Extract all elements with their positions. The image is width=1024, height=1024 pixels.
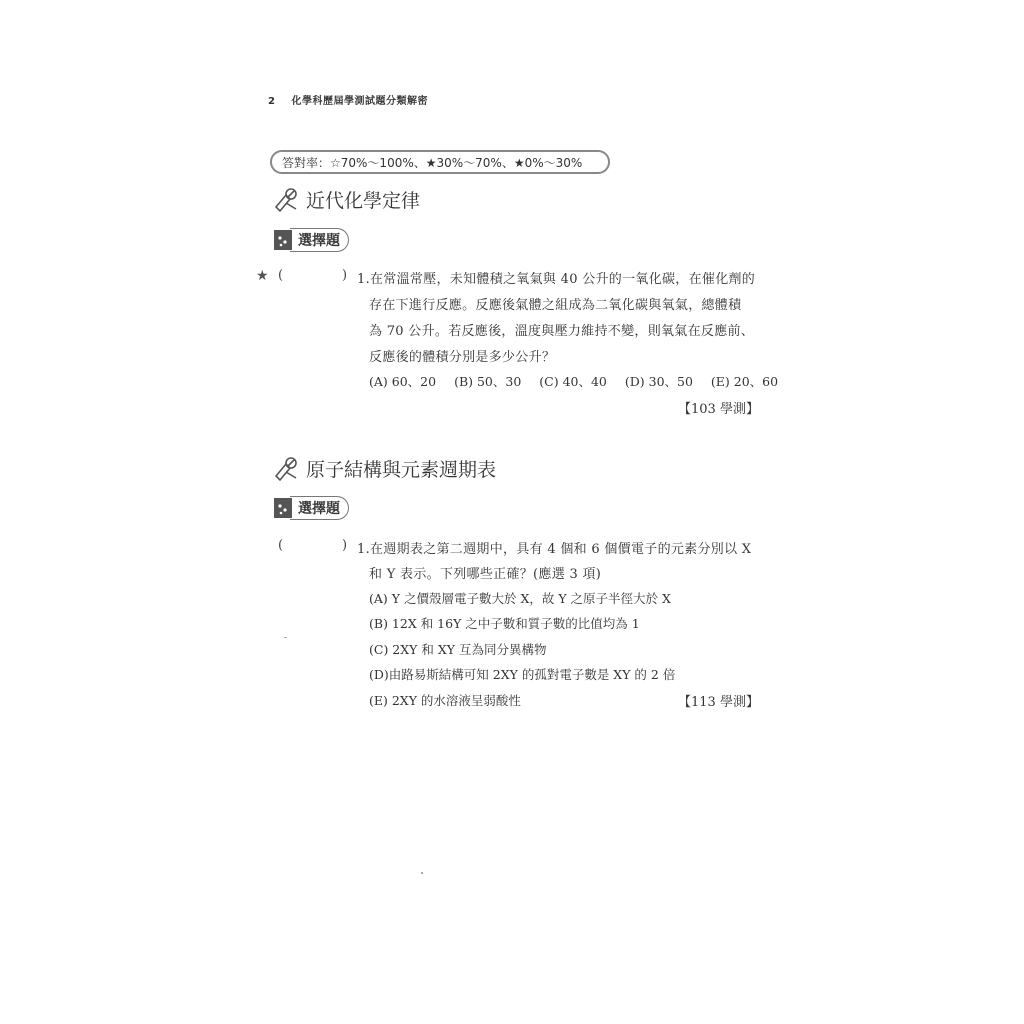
scan-speck — [421, 872, 423, 874]
option-e: (E) 2XY 的水溶液呈弱酸性 — [369, 693, 521, 708]
question-type-label: 選擇題 — [290, 228, 349, 252]
wrench-icon — [272, 187, 302, 213]
option-c: (C) 40、40 — [539, 374, 607, 389]
question-type-tag-2 — [272, 496, 349, 520]
accuracy-legend — [270, 150, 610, 174]
options-row — [369, 372, 792, 390]
option-d: (D) 30、50 — [624, 374, 693, 389]
exam-source-tag: 【113 學測】 — [678, 695, 759, 710]
question-line: 存在下進行反應。反應後氣體之組成為二氧化碳與氧氣，總體積 — [369, 298, 742, 313]
difficulty-star-icon: ★ — [256, 268, 269, 284]
option-d: (D)由路易斯結構可知 2XY 的孤對電子數是 XY 的 2 倍 — [369, 667, 676, 682]
question-line: 1.在週期表之第二週期中，具有 4 個和 6 個價電子的元素分別以 X — [357, 542, 752, 557]
option-c: (C) 2XY 和 XY 互為同分異構物 — [369, 642, 547, 657]
question-line: 和 Y 表示。下列哪些正確？(應選 3 項) — [369, 567, 602, 582]
scan-speck — [284, 637, 287, 638]
answer-paren-open: ( — [278, 268, 284, 283]
accuracy-legend-text: 答對率：☆70%～100%、★30%～70%、★0%～30% — [282, 155, 583, 170]
answer-paren-close: ) — [342, 268, 348, 283]
option-b: (B) 50、30 — [454, 374, 522, 389]
running-header — [268, 92, 428, 107]
answer-paren-open: ( — [278, 538, 284, 553]
answer-paren-close: ) — [342, 538, 348, 553]
section-title-1 — [272, 186, 420, 213]
exam-source-tag: 【103 學測】 — [678, 402, 759, 417]
beaker-icon — [272, 228, 294, 252]
book-title: 化學科歷屆學測試題分類解密 — [291, 96, 428, 107]
section-title-text: 原子結構與元素週期表 — [306, 459, 497, 481]
question-line: 1.在常溫常壓，未知體積之氧氣與 40 公升的一氧化碳，在催化劑的 — [357, 272, 756, 287]
option-b: (B) 12X 和 16Y 之中子數和質子數的比值均為 1 — [369, 616, 640, 631]
question-line: 反應後的體積分別是多少公升？ — [369, 350, 556, 365]
section-title-text: 近代化學定律 — [306, 190, 421, 212]
question-type-label: 選擇題 — [290, 496, 349, 520]
option-a: (A) Y 之價殼層電子數大於 X，故 Y 之原子半徑大於 X — [369, 591, 671, 606]
option-e: (E) 20、60 — [710, 374, 779, 389]
question-line: 為 70 公升。若反應後，溫度與壓力維持不變，則氧氣在反應前、 — [369, 324, 755, 339]
wrench-icon — [272, 456, 302, 482]
question-type-tag-1 — [272, 228, 349, 252]
page-number: 2 — [268, 96, 276, 107]
option-a: (A) 60、20 — [369, 374, 437, 389]
section-title-2 — [272, 455, 496, 482]
beaker-icon — [272, 496, 294, 520]
